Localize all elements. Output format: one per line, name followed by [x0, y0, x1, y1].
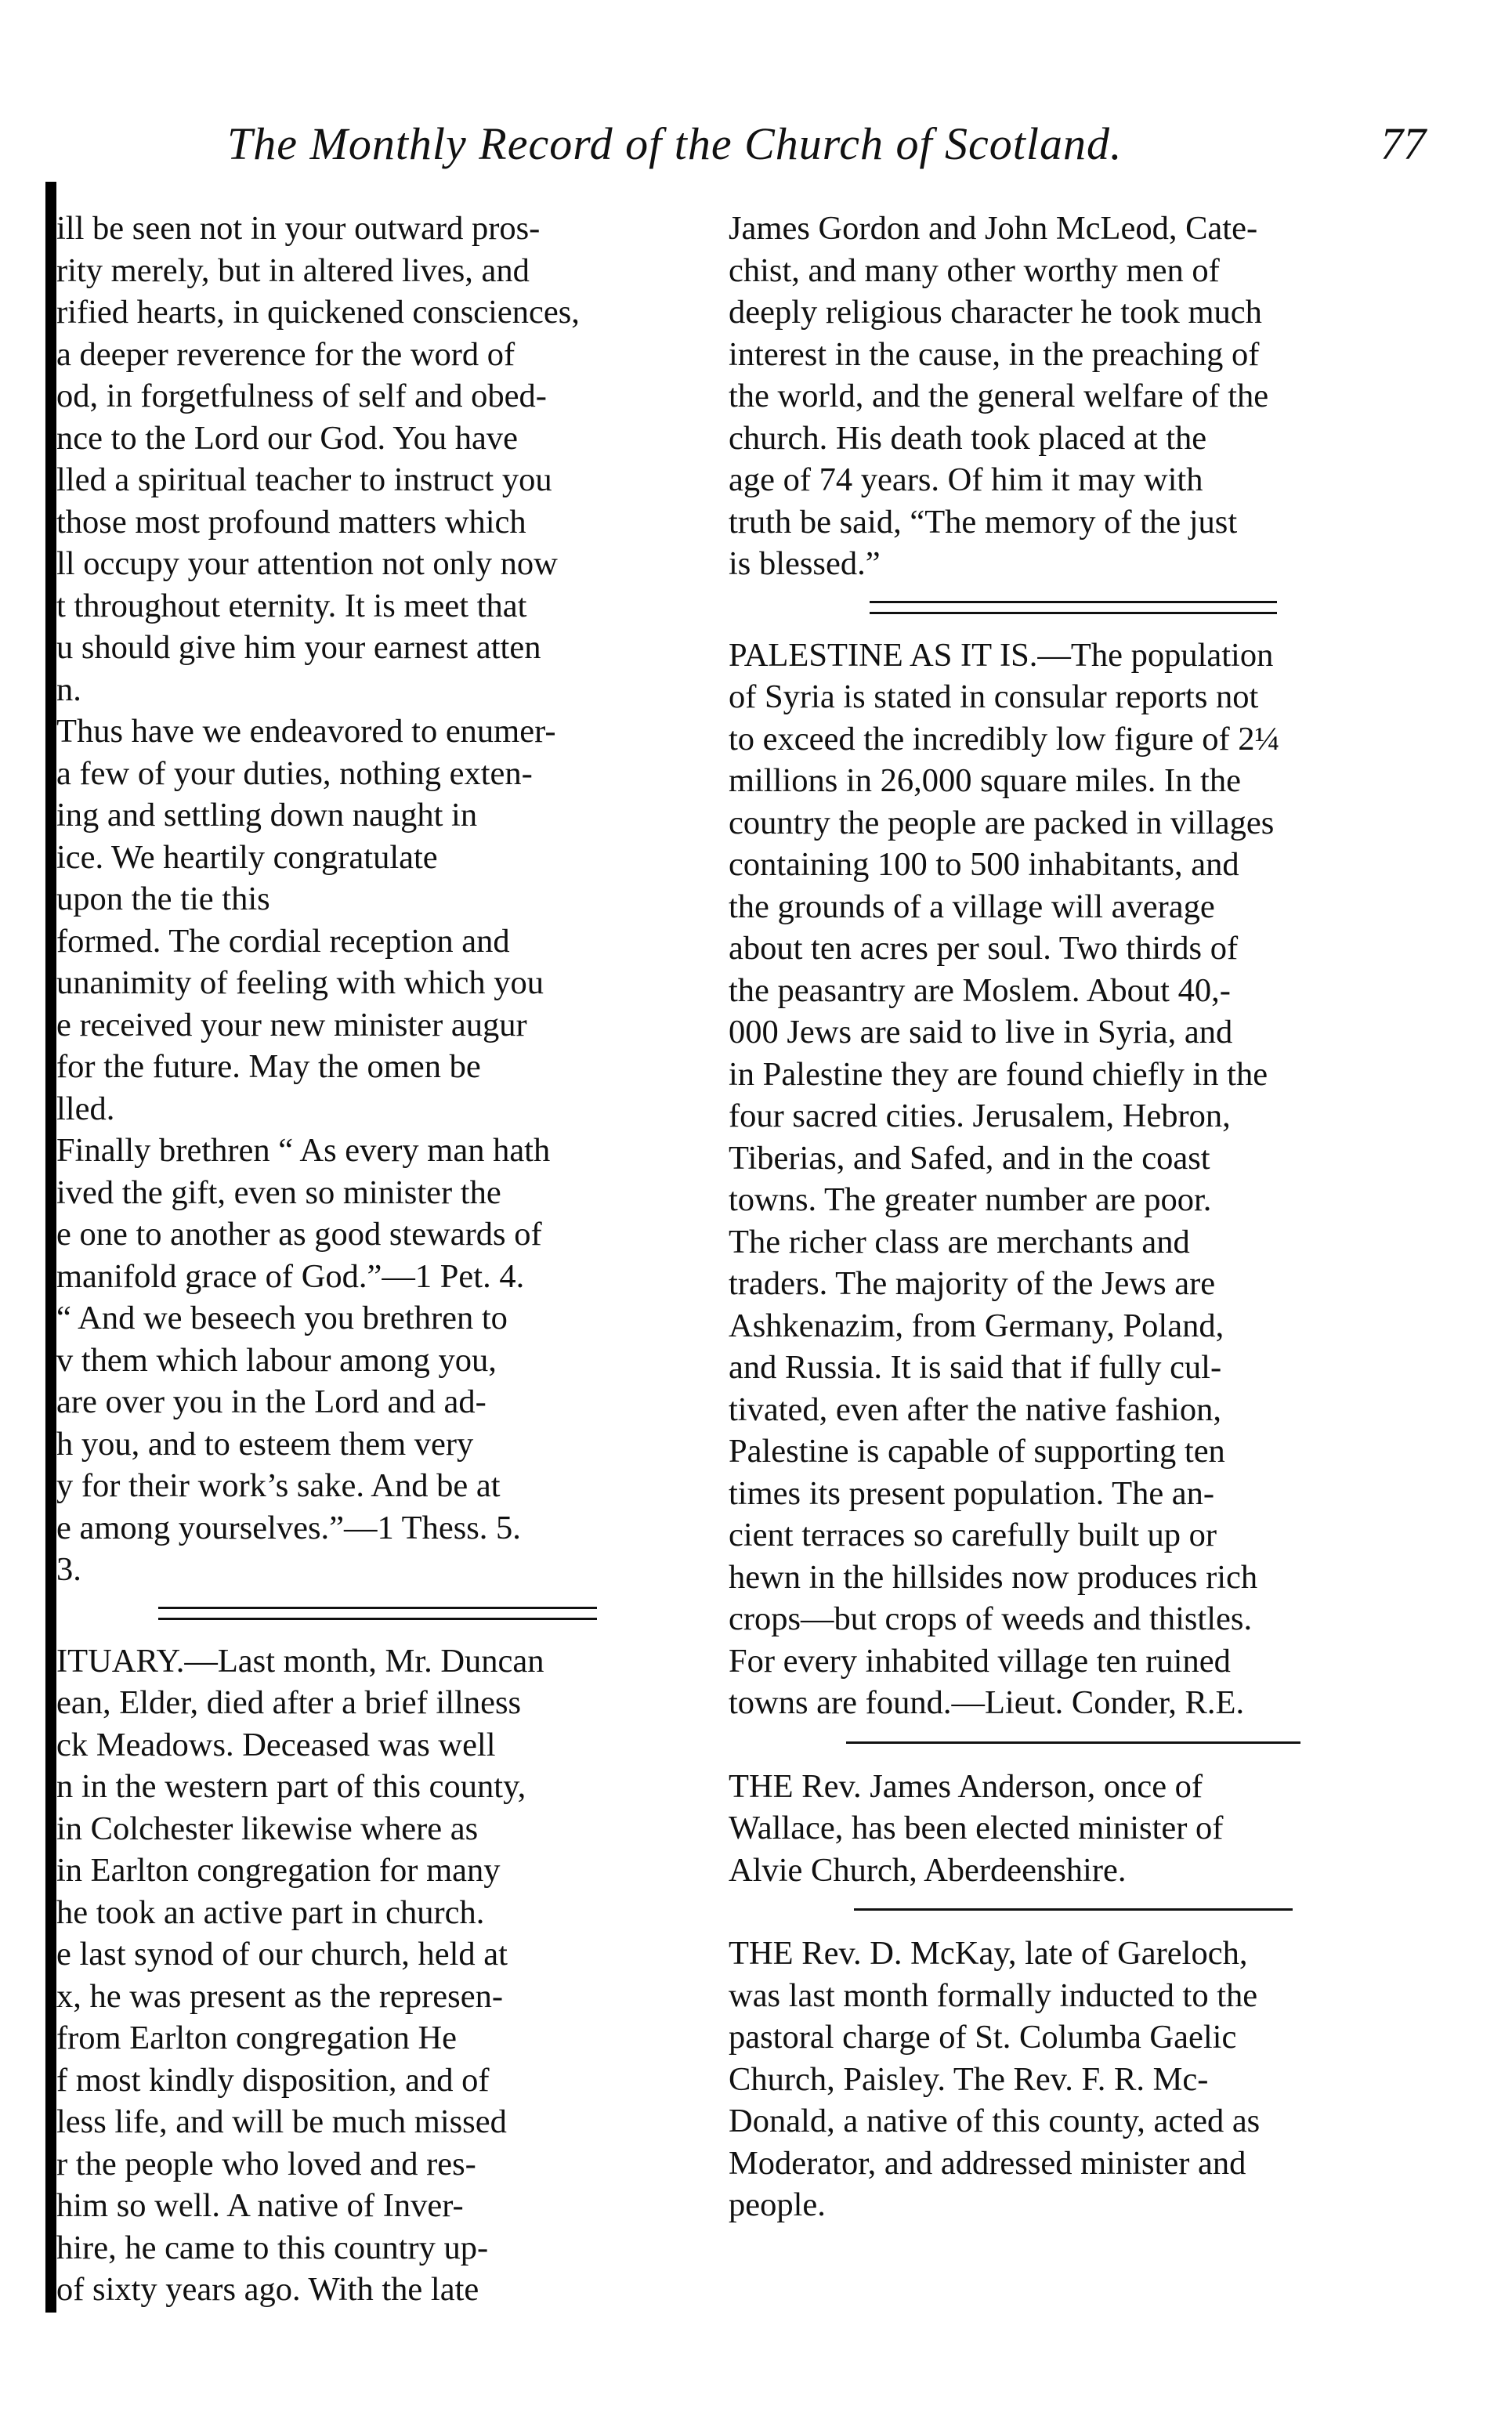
text-line: v them which labour among you,	[56, 1341, 497, 1379]
text-line: of sixty years ago. With the late	[56, 2271, 479, 2308]
text-line: in Earlton congregation for many	[56, 1852, 501, 1889]
text-line: upon the tie this	[56, 881, 270, 917]
text-line: 3.	[56, 1551, 81, 1588]
text-line: Church, Paisley. The Rev. F. R. Mc-	[729, 2060, 1209, 2098]
text-line: four sacred cities. Jerusalem, Hebron,	[729, 1098, 1231, 1134]
text-line: James Gordon and John McLeod, Cate-	[729, 210, 1258, 247]
text-line: Alvie Church, Aberdeenshire.	[729, 1851, 1127, 1889]
text-line: the peasantry are Moslem. About 40,-	[729, 971, 1231, 1009]
text-line: cient terraces so carefully built up or	[729, 1517, 1217, 1553]
text-line: For every inhabited village ten ruined	[729, 1642, 1231, 1680]
text-line: h you, and to esteem them very	[56, 1425, 474, 1463]
text-line: manifold grace of God.”—1 Pet. 4.	[56, 1257, 525, 1295]
text-line: THE Rev. James Anderson, once of	[729, 1767, 1203, 1805]
text-line: traders. The majority of the Jews are	[729, 1265, 1216, 1302]
text-line: in Palestine they are found chiefly in the	[729, 1055, 1268, 1093]
text-line: of Syria is stated in consular reports not	[729, 678, 1259, 715]
text-line: “ And we beseech you brethren to	[56, 1300, 508, 1336]
text-line: e one to another as good stewards of	[56, 1216, 542, 1253]
text-line: x, he was present as the represen-	[56, 1977, 503, 2015]
text-line: people.	[729, 2186, 826, 2223]
running-title: The Monthly Record of the Church of Scotland.	[227, 118, 1123, 169]
text-line: The richer class are merchants and	[729, 1223, 1190, 1260]
text-line: are over you in the Lord and ad-	[56, 1383, 487, 1420]
text-line: millions in 26,000 square miles. In the	[729, 762, 1241, 799]
text-line: truth be said, “The memory of the just	[729, 503, 1238, 541]
text-line: and Russia. It is said that if fully cul-	[729, 1349, 1222, 1386]
page-header	[227, 118, 1426, 180]
article-obituary	[56, 1640, 699, 2311]
text-line: Wallace, has been elected minister of	[729, 1810, 1224, 1846]
text-line: f most kindly disposition, and of	[56, 2061, 490, 2099]
text-line: y for their work’s sake. And be at	[56, 1467, 501, 1504]
text-line: t throughout eternity. It is meet that	[56, 587, 527, 624]
section-divider	[158, 1607, 597, 1620]
text-line: n in the western part of this county,	[56, 1768, 526, 1805]
text-line: Tiberias, and Safed, and in the coast	[729, 1139, 1210, 1177]
text-line: for the future. May the omen be	[56, 1048, 481, 1085]
text-line: hire, he came to this country up-	[56, 2229, 489, 2266]
text-line: deeply religious character he took much	[729, 294, 1262, 331]
text-line: formed. The cordial reception and	[56, 922, 510, 960]
section-divider	[854, 1908, 1293, 1911]
section-divider	[846, 1741, 1300, 1744]
palestine-heading-line: PALESTINE AS IT IS.—The population	[729, 636, 1274, 674]
text-line: rified hearts, in quickened consciences,	[56, 294, 580, 331]
right-column	[729, 208, 1418, 2226]
text-line: n.	[56, 671, 81, 708]
article-anderson	[729, 1766, 1418, 1892]
binding-edge	[45, 182, 56, 2313]
text-line: was last month formally inducted to the	[729, 1976, 1258, 2014]
text-line: lled.	[56, 1090, 115, 1127]
text-line: is blessed.”	[729, 545, 881, 582]
article-sermon-end	[56, 208, 699, 1591]
text-line: Palestine is capable of supporting ten	[729, 1433, 1225, 1470]
text-line: ice. We heartily congratulate	[56, 838, 438, 876]
text-line: ill be seen not in your outward pros-	[56, 210, 541, 247]
text-line: Ashkenazim, from Germany, Poland,	[729, 1307, 1224, 1344]
text-line: chist, and many other worthy men of	[729, 251, 1220, 289]
text-line: unanimity of feeling with which you	[56, 964, 544, 1001]
text-line: od, in forgetfulness of self and obed-	[56, 378, 547, 414]
text-line: those most profound matters which	[56, 503, 526, 541]
text-line: age of 74 years. Of him it may with	[729, 461, 1203, 498]
text-line: in Colchester likewise where as	[56, 1810, 479, 1847]
text-line: tivated, even after the native fashion,	[729, 1391, 1221, 1428]
text-line: interest in the cause, in the preaching of	[729, 335, 1260, 373]
page-number: 77	[1380, 118, 1426, 169]
text-line: 000 Jews are said to live in Syria, and	[729, 1014, 1233, 1051]
text-line: a deeper reverence for the word of	[56, 335, 515, 373]
text-line: r the people who loved and res-	[56, 2145, 476, 2183]
left-column	[56, 208, 699, 2311]
text-line: nce to the Lord our God. You have	[56, 419, 519, 457]
text-line: about ten acres per soul. Two thirds of	[729, 930, 1239, 967]
text-line: crops—but crops of weeds and thistles.	[729, 1600, 1253, 1637]
text-line: THE Rev. D. McKay, late of Gareloch,	[729, 1935, 1248, 1972]
text-line: Thus have we endeavored to enumer-	[56, 713, 556, 750]
text-line: u should give him your earnest atten	[56, 629, 541, 666]
text-line: e last synod of our church, held at	[56, 1936, 508, 1973]
article-palestine	[729, 635, 1418, 1724]
text-line: pastoral charge of St. Columba Gaelic	[729, 2019, 1237, 2056]
text-line: from Earlton congregation He	[56, 2020, 457, 2056]
text-line: the grounds of a village will average	[729, 888, 1215, 925]
text-line: ll occupy your attention not only now	[56, 545, 558, 582]
article-mckay	[729, 1933, 1418, 2226]
text-line: ean, Elder, died after a brief illness	[56, 1684, 522, 1721]
text-line: ived the gift, even so minister the	[56, 1174, 501, 1211]
text-line: containing 100 to 500 inhabitants, and	[729, 846, 1239, 883]
section-divider	[870, 601, 1277, 614]
text-line: rity merely, but in altered lives, and	[56, 251, 530, 289]
text-line: church. His death took placed at the	[729, 419, 1207, 457]
text-line: ing and settling down naught in	[56, 797, 478, 834]
text-line: a few of your duties, nothing exten-	[56, 754, 533, 792]
text-line: ck Meadows. Deceased was well	[56, 1726, 496, 1763]
text-line: towns are found.—Lieut. Conder, R.E.	[729, 1684, 1245, 1721]
text-line: e received your new minister augur	[56, 1006, 527, 1043]
text-line: times its present population. The an-	[729, 1474, 1215, 1512]
text-line: he took an active part in church.	[56, 1893, 485, 1931]
text-line: country the people are packed in villages	[729, 804, 1275, 841]
text-line: towns. The greater number are poor.	[729, 1181, 1212, 1218]
text-line: less life, and will be much missed	[56, 2103, 507, 2140]
text-line: hewn in the hillsides now produces rich	[729, 1558, 1258, 1596]
text-line: Moderator, and addressed minister and	[729, 2144, 1246, 2182]
text-line: lled a spiritual teacher to instruct you	[56, 461, 552, 498]
text-line: him so well. A native of Inver-	[56, 2187, 464, 2224]
text-line: Finally brethren “ As every man hath	[56, 1132, 551, 1169]
text-line: Donald, a native of this county, acted as	[729, 2103, 1261, 2139]
text-line: e among yourselves.”—1 Thess. 5.	[56, 1509, 521, 1546]
obituary-heading-line: ITUARY.—Last month, Mr. Duncan	[56, 1642, 544, 1680]
text-line: the world, and the general welfare of the	[729, 378, 1269, 414]
text-line: to exceed the incredibly low figure of 2¼	[729, 720, 1280, 758]
article-obituary-continued	[729, 208, 1418, 585]
